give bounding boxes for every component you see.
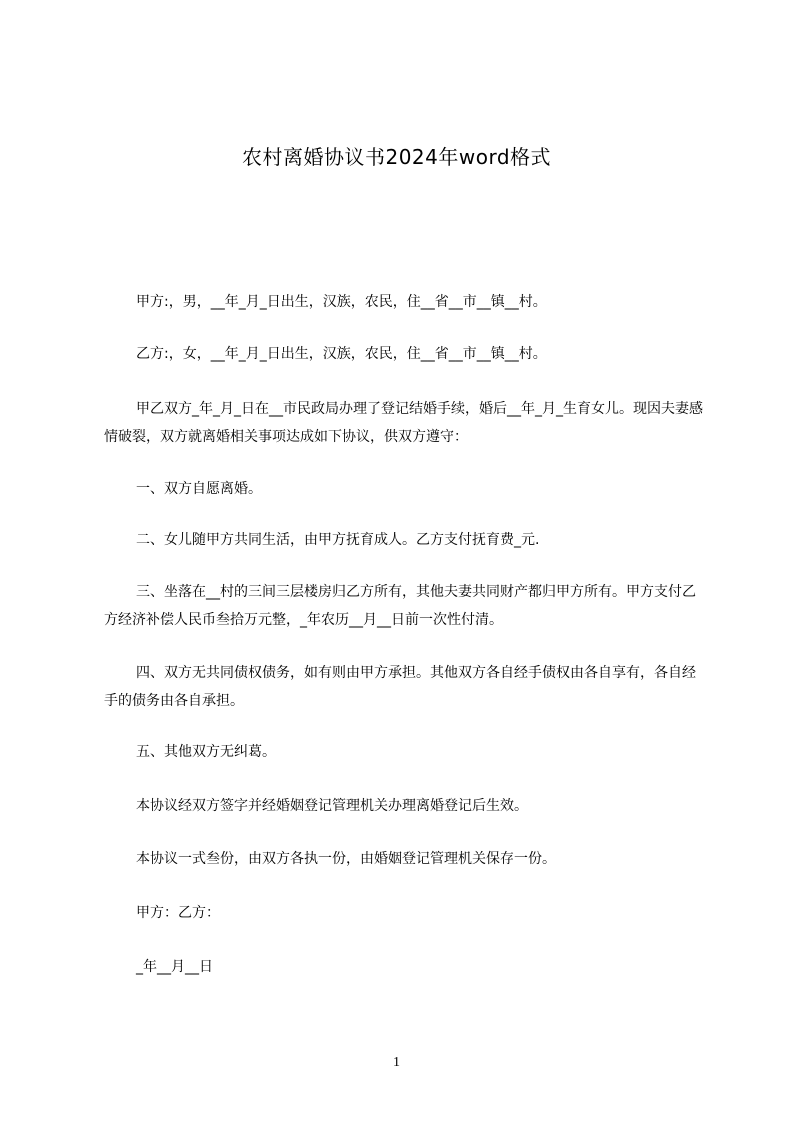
party-a-info: 甲方:，男，__年_月_日出生，汉族，农民，住__省__市__镇__村。 [136,294,547,310]
copies-clause: 本协议一式叁份，由双方各执一份，由婚姻登记管理机关保存一份。 [136,851,556,867]
clause-3: 三、坐落在__村的三间三层楼房归乙方所有，其他夫妻共同财产都归甲方所有。甲方支付乙方经济补偿人民币叁拾万元整，_年农历__月__日前一次性付清。 [104,584,696,628]
clause-4: 四、双方无共同债权债务，如有则由甲方承担。其他双方各自经手债权由各自享有，各自经手的债务由各自承担。 [104,665,696,709]
marriage-background-paragraph: 甲乙双方_年_月_日在__市民政局办理了登记结婚手续，婚后__年_月_生育女儿。现因夫妻感情破裂，双方就离婚相关事项达成如下协议，供双方遵守： [104,401,703,445]
clause-1: 一、双方自愿离婚。 [136,481,262,497]
date-line: _年__月__日 [136,959,213,975]
clause-2: 二、女儿随甲方共同生活，由甲方抚育成人。乙方支付抚育费_元. [136,532,540,548]
clause-5: 五、其他双方无纠葛。 [136,744,276,760]
party-b-info: 乙方:，女，__年_月_日出生，汉族，农民，住__省__市__镇__村。 [136,346,547,362]
document-title: 农村离婚协议书2024年word格式 [241,145,552,169]
signature-line: 甲方：乙方： [136,905,220,921]
page-number: 1 [393,1055,400,1070]
effective-clause: 本协议经双方签字并经婚姻登记管理机关办理离婚登记后生效。 [136,798,528,814]
